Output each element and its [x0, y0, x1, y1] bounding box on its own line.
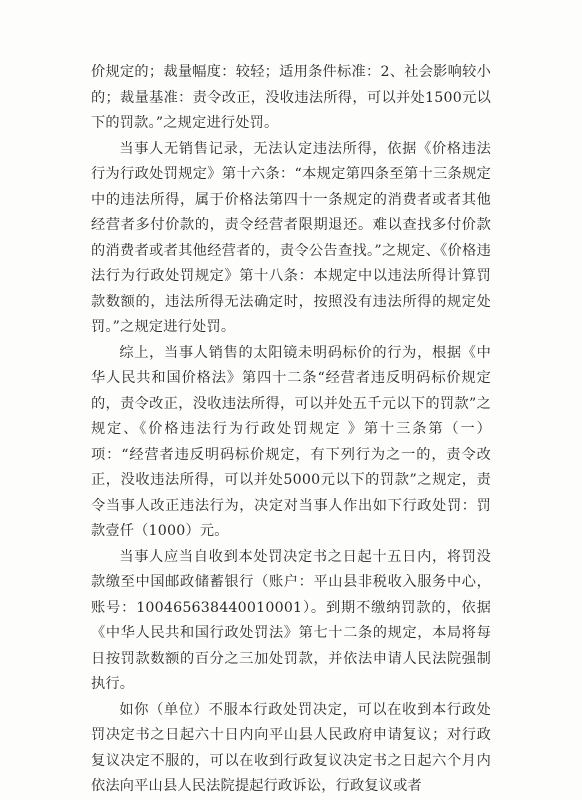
paragraph-appeal-rights: 如你（单位）不服本行政处罚决定，可以在收到本行政处罚决定书之日起六十日内向平山县人民政府申请复议；对行政复议决定不服的，可以在收到行政复议决定书之日起六个月内依法向平山县人民法院提起行政诉讼，行政复议或者 [91, 701, 491, 794]
paragraph-conclusion-penalty: 综上，当事人销售的太阳镜未明码标价的行为，根据《中华人民共和国价格法》第四十二条“经营者违反明码标价规定的，责令改正，没收违法所得，可以并处五千元以下的罚款”之规定、《价格违法行为行政处罚规定 》第十三条第（一）项：“经营者违反明码标价规定，有下列行为之一的，责令改正，没收违法所得，可以并处5000元以下的罚款”之规定，责令当事人改正违法行为，决定对当事人作出如下行政处罚：罚款壹仟（1000）元。 [91, 344, 491, 539]
paragraph-penalty-basis-continued: 价规定的；裁量幅度：较轻；适用条件标准：2、社会影响较小的；裁量基准：责令改正，没收违法所得，可以并处1500元以下的罚款。”之规定进行处罚。 [91, 64, 491, 131]
document-body [91, 60, 491, 800]
paragraph-illegal-income: 当事人无销售记录，无法认定违法所得，依据《价格违法行为行政处罚规定》第十六条：“本规定第四条至第十三条规定中的违法所得，属于价格法第四十一条规定的消费者或者其他经营者多付价款的，责令经营者限期退还。难以查找多付价款的消费者或者其他经营者的，责令公告查找。”之规定、《价格违法行为行政处罚规定》第十八条：本规定中以违法所得计算罚款数额的，违法所得无法确定时，按照没有违法所得的规定处罚。”之规定进行处罚。 [91, 140, 491, 335]
paragraph-payment-instructions: 当事人应当自收到本处罚决定书之日起十五日内，将罚没款缴至中国邮政储蓄银行（账户：平山县非税收入服务中心，账号：100465638440010001）。到期不缴纳罚款的，依据《中华人民共和国行政处罚法》第七十二条的规定，本局将每日按罚款数额的百分之三加处罚款，并依法申请人民法院强制执行。 [91, 548, 491, 692]
